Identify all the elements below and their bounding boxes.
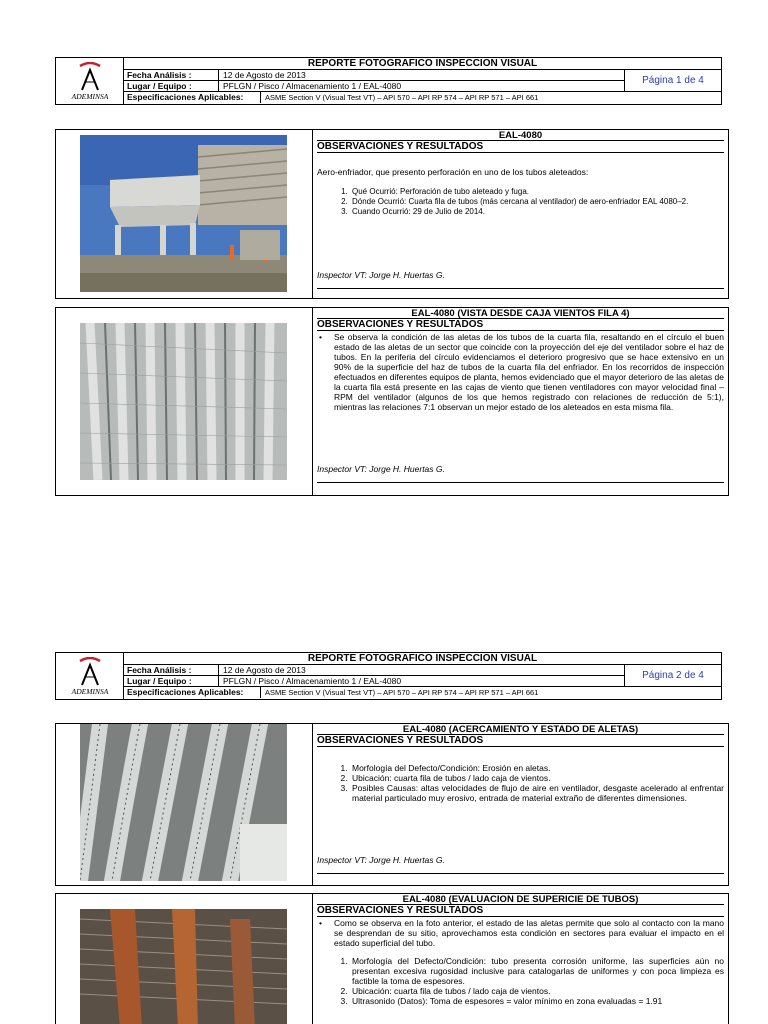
section-subtitle: OBSERVACIONES Y RESULTADOS (317, 735, 724, 747)
section-subtitle: OBSERVACIONES Y RESULTADOS (317, 141, 724, 153)
list-item: 3. Posibles Causas: altas velocidades de flujo de aire en ventilador, desgaste acelerado al enfrentar material particulado muy erosivo, entrada de material extraño de diferentes dimensiones. (350, 783, 724, 803)
section-subtitle: OBSERVACIONES Y RESULTADOS (317, 905, 724, 917)
fin-tubes-photo (80, 323, 287, 480)
fin-closeup-photo (80, 724, 287, 881)
findings-list (317, 763, 724, 803)
logo-text: ADEMINSA (71, 92, 109, 101)
findings-list (317, 956, 724, 1006)
fecha-label: Fecha Análisis : (127, 70, 192, 80)
especificaciones-value: ASME Section V (Visual Test VT) – API 570 – API RP 574 – API RP 571 – API 661 (260, 687, 538, 698)
list-item: 1. Morfología del Defecto/Condición: tubo presenta corrosión uniforme, las superficies aún no presentan excesiva rugosidad inclusive para catalogarlas de uniformes y con poca limpieza es factible la toma de espesores. (350, 956, 724, 986)
section-title: EAL-4080 (317, 130, 724, 141)
inspection-section-2 (55, 307, 729, 496)
divider (317, 288, 724, 289)
corroded-tubes-photo (80, 909, 287, 1024)
lugar-label: Lugar / Equipo : (127, 81, 192, 91)
especificaciones-label: Especificaciones Aplicables: (127, 687, 244, 697)
page-number: Página 1 de 4 (624, 70, 721, 92)
inspection-section-1 (55, 129, 729, 299)
photo-cell (56, 724, 313, 885)
report-title: REPORTE FOTOGRAFICO INSPECCION VISUAL (124, 653, 721, 665)
section-title: EAL-4080 (ACERCAMIENTO Y ESTADO DE ALETAS) (317, 724, 724, 735)
especificaciones-value: ASME Section V (Visual Test VT) – API 570 – API RP 574 – API RP 571 – API 661 (260, 92, 538, 103)
report-title: REPORTE FOTOGRAFICO INSPECCION VISUAL (124, 58, 721, 70)
list-item: 1. Morfología del Defecto/Condición: Erosión en aletas. (350, 763, 724, 773)
observation-paragraph: • Como se observa en la foto anterior, el estado de las aletas permite que solo al contacto con la mano se desprendan de su sitio, aprovechamos esta condición en sectores para evaluar el impacto en el estado superficial del tubo. (317, 918, 724, 948)
list-item: 1. Qué Ocurrió: Perforación de tubo aleteado y fuga. (350, 187, 724, 197)
list-item: 2. Ubicación: cuarta fila de tubos / lado caja de vientos. (350, 986, 724, 996)
fecha-value: 12 de Agosto de 2013 (218, 70, 306, 81)
inspection-section-4 (55, 893, 729, 1024)
list-item: 2. Ubicación: cuarta fila de tubos / lado caja de vientos. (350, 773, 724, 783)
photo-cell (56, 308, 313, 495)
list-item: 2. Dónde Ocurrió: Cuarta fila de tubos (más cercana al ventilador) de aero-enfriador EAL 4080–2. (350, 197, 724, 207)
lugar-label: Lugar / Equipo : (127, 676, 192, 686)
findings-list (317, 187, 724, 217)
company-logo (56, 58, 124, 104)
list-item: 3. Cuando Ocurrió: 29 de Julio de 2014. (350, 207, 724, 217)
aircooler-photo (80, 135, 287, 292)
divider (317, 873, 724, 874)
lugar-value: PFLGN / Pisco / Almacenamiento 1 / EAL-4080 (218, 81, 401, 92)
inspector-name: Inspector VT: Jorge H. Huertas G. (317, 464, 445, 474)
fecha-value: 12 de Agosto de 2013 (218, 665, 306, 676)
inspector-name: Inspector VT: Jorge H. Huertas G. (317, 270, 445, 280)
fecha-label: Fecha Análisis : (127, 665, 192, 675)
section-intro: Aero-enfriador, que presento perforación en uno de los tubos aleteados: (317, 167, 589, 177)
inspector-name: Inspector VT: Jorge H. Huertas G. (317, 855, 445, 865)
photo-cell (56, 130, 313, 298)
especificaciones-label: Especificaciones Aplicables: (127, 92, 244, 102)
page-number: Página 2 de 4 (624, 665, 721, 687)
inspection-section-3 (55, 723, 729, 886)
photo-cell (56, 894, 313, 1024)
report-header-2 (55, 652, 722, 700)
logo-icon (78, 657, 102, 687)
section-subtitle: OBSERVACIONES Y RESULTADOS (317, 319, 724, 331)
logo-icon (78, 62, 102, 92)
observation-paragraph: • Se observa la condición de las aletas de los tubos de la cuarta fila, resaltando en el círculo el buen estado de las aletas de un sector que coincide con la proyección del eje del ventilador sobre el haz de tubos. En la periferia del círculo evidenciamos el deterioro progresivo que se hace extensivo en un 90% de la superficie del haz de tubos de la cuarta fila del enfriador. En los recorridos de inspección efectuados en diferentes equipos de planta, hemos evidenciado que el mayor deterioro de las aletas de la cuarta fila está presente en las cajas de viento que tienen ventiladores con mayor velocidad final – RPM del ventilador (algunos de los que hemos registrado con relaciones de reducción de 5:1), mientras las relaciones 7:1 observan un mejor estado de los aleteados en esta misma fila. (317, 332, 724, 412)
section-title: EAL-4080 (EVALUACION DE SUPERICIE DE TUBOS) (317, 894, 724, 905)
divider (317, 482, 724, 483)
lugar-value: PFLGN / Pisco / Almacenamiento 1 / EAL-4080 (218, 676, 401, 687)
list-item: 3. Ultrasonido (Datos): Toma de espesores = valor mínimo en zona evaluadas = 1.91 (350, 996, 724, 1006)
company-logo (56, 653, 124, 699)
logo-text: ADEMINSA (71, 687, 109, 696)
section-title: EAL-4080 (VISTA DESDE CAJA VIENTOS FILA 4) (317, 308, 724, 319)
report-header-1 (55, 57, 722, 105)
